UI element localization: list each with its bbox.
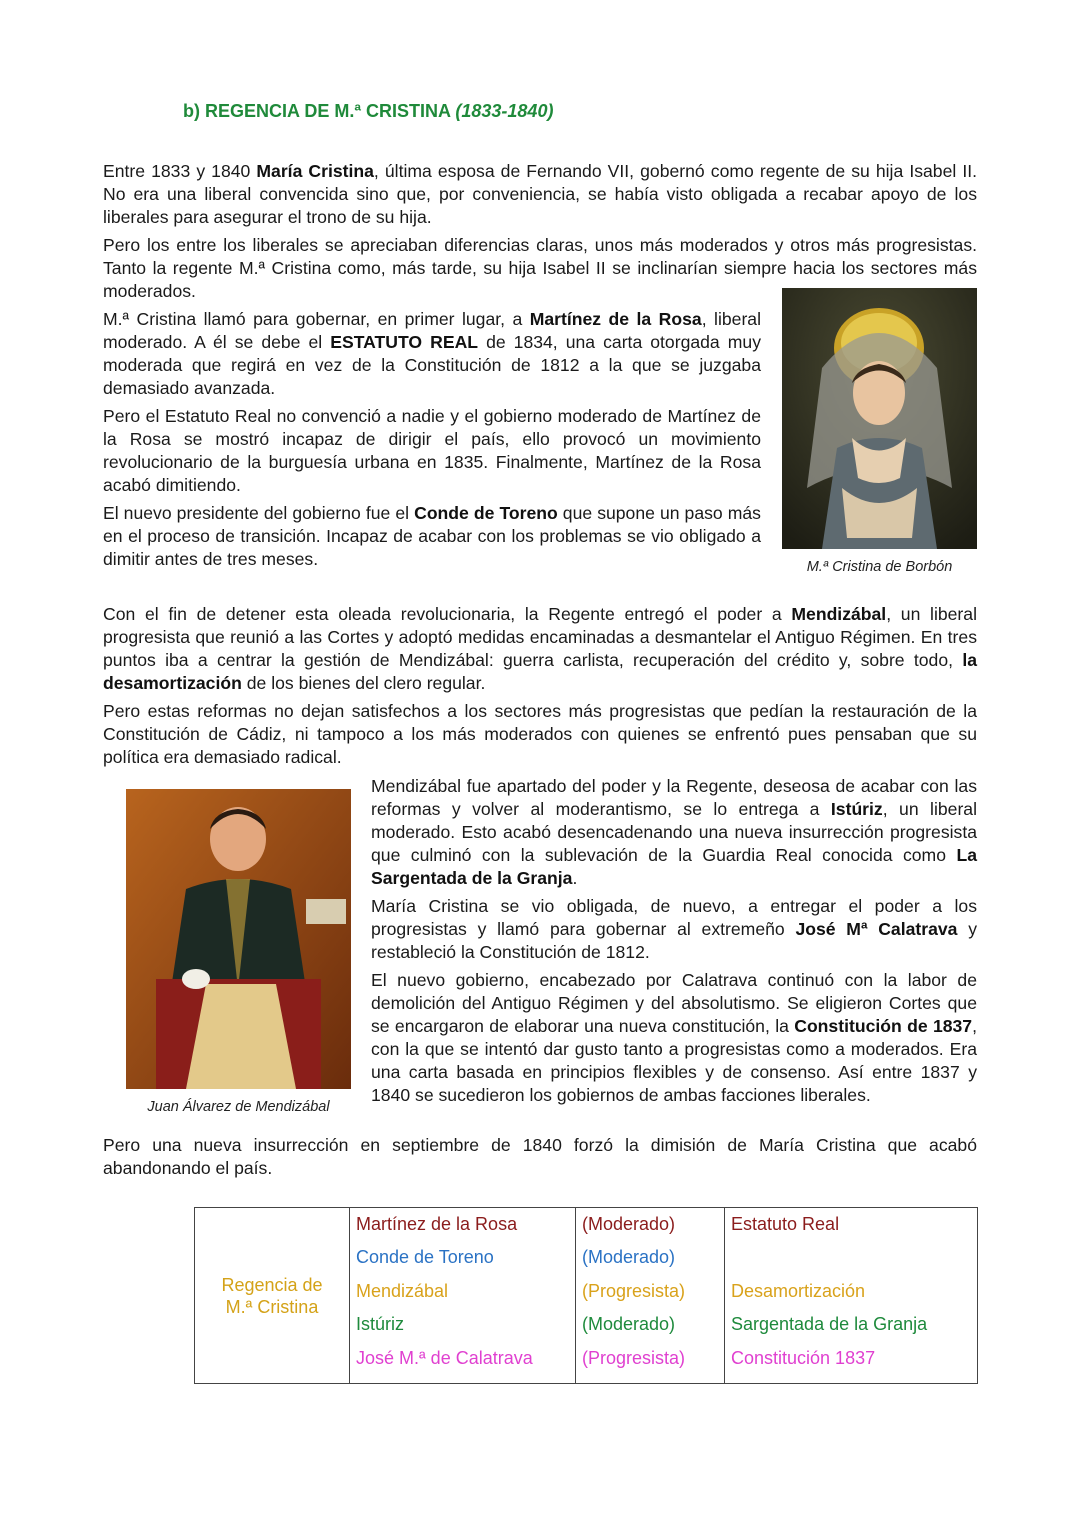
table-row-event: Desamortización bbox=[731, 1280, 866, 1301]
regency-line-1: Regencia de bbox=[221, 1274, 323, 1295]
paragraph-4: Pero el Estatuto Real no convenció a nadie y el gobierno moderado de Martínez de la Rosa se mostró incapaz de dirigir el país, ello provocó un movimiento revolucionario de la burguesía urbana en 1835. Finalmente, Martínez de la Rosa acabó dimitiendo. bbox=[103, 406, 761, 495]
paragraph-11: Pero una nueva insurrección en septiembre de 1840 forzó la dimisión de María Cristina que acabó abandonando el país. bbox=[103, 1135, 977, 1178]
paragraph-7: Pero estas reformas no dejan satisfechos a los sectores más progresistas que pedían la restauración de la Constitución de Cádiz, ni tampoco a los más moderados con quienes se enfrentó pues pensaban que su política era demasiado radical. bbox=[103, 701, 977, 767]
cristina-portrait-image bbox=[782, 288, 977, 549]
paragraph-3: M.ª Cristina llamó para gobernar, en primer lugar, a Martínez de la Rosa, liberal moderado. A él se debe el ESTATUTO REAL de 1834, una carta otorgada muy moderada que regirá en vez de la Constitución de 1812 a la que se juzgaba demasiado avanzada. bbox=[103, 309, 761, 398]
table-row-event bbox=[731, 1244, 977, 1277]
table-row-name: Conde de Toreno bbox=[356, 1247, 494, 1268]
paragraph-9: María Cristina se vio obligada, de nuevo, a entregar el poder a los progresistas y llamó para gobernar al extremeño José Mª Calatrava y restableció la Constitución de 1812. bbox=[371, 896, 978, 962]
intro-block bbox=[103, 160, 977, 308]
table-row-party: (Moderado) bbox=[582, 1214, 676, 1234]
paragraph-6: Con el fin de detener esta oleada revolucionaria, la Regente entregó el poder a Mendizábal, un liberal progresista que reunió a las Cortes y adoptó medidas encaminadas a desmantelar el Antiguo Régimen. En tres puntos iba a centrar la gestión de Mendizábal: guerra carlista, recuperación del crédito y, sobre todo, la desamortización de los bienes del clero regular. bbox=[103, 604, 977, 693]
table-row-name: Mendizábal bbox=[356, 1280, 449, 1301]
regency-line-2: M.ª Cristina bbox=[225, 1296, 319, 1317]
isturiz-block bbox=[371, 775, 977, 1112]
table-row-party: (Progresista) bbox=[582, 1347, 686, 1368]
section-title: REGENCIA DE M.ª CRISTINA bbox=[205, 101, 451, 121]
section-heading bbox=[183, 101, 553, 122]
mendizabal-portrait-image bbox=[126, 789, 351, 1089]
cristina-text-block bbox=[103, 308, 761, 576]
paragraph-1: Entre 1833 y 1840 María Cristina, última esposa de Fernando VII, gobernó como regente de su hija Isabel II. No era una liberal convencida sino que, por conveniencia, se había visto obligada a recabar apoyo de los liberales para asegurar el trono de su hija. bbox=[103, 161, 977, 227]
table-row-name: Martínez de la Rosa bbox=[356, 1214, 518, 1234]
closing-block bbox=[103, 1134, 977, 1185]
paragraph-5: El nuevo presidente del gobierno fue el Conde de Toreno que supone un paso más en el proceso de transición. Incapaz de acabar con los problemas se vio obligado a dimitir antes de tres meses. bbox=[103, 503, 761, 569]
section-years: (1833-1840) bbox=[455, 101, 554, 121]
summary-table bbox=[194, 1207, 978, 1384]
events-column bbox=[725, 1208, 978, 1384]
section-label: b) bbox=[183, 101, 200, 121]
table-row-party: (Moderado) bbox=[582, 1247, 676, 1268]
paragraph-8: Mendizábal fue apartado del poder y la Regente, deseosa de acabar con las reformas y volver al moderantismo, se lo entrega a Istúriz, un liberal moderado. Esto acabó desencadenando una nueva insurrección progresista que culminó con la sublevación de la Guardia Real conocida como La Sargentada de la Granja. bbox=[371, 776, 977, 888]
parties-column bbox=[576, 1208, 725, 1384]
paragraph-2: Pero los entre los liberales se apreciaban diferencias claras, unos más moderados y otros más progresistas. Tanto la regente M.ª Cristina como, más tarde, su hija Isabel II se inclinarían siempre hacia los sectores más moderados. bbox=[103, 235, 977, 301]
table-row-party: (Moderado) bbox=[582, 1314, 676, 1335]
names-column bbox=[350, 1208, 576, 1384]
table-row-party: (Progresista) bbox=[582, 1280, 686, 1301]
mendizabal-caption: Juan Álvarez de Mendizábal bbox=[147, 1099, 330, 1115]
table-row-event: Sargentada de la Granja bbox=[731, 1314, 928, 1335]
cristina-portrait bbox=[782, 288, 977, 549]
regency-cell bbox=[195, 1208, 350, 1384]
cristina-caption: M.ª Cristina de Borbón bbox=[806, 559, 953, 575]
table-row-event: Constitución 1837 bbox=[731, 1347, 876, 1368]
paragraph-10: El nuevo gobierno, encabezado por Calatrava continuó con la labor de demolición del Antiguo Régimen y del absolutismo. Se eligieron Cortes que se encargaron de elaborar una nueva constitución, la Constitución de 1837, con la que se intentó dar gusto tanto a progresistas como a moderados. Era una carta basada en principios flexibles y de consenso. Así entre 1837 y 1840 se sucedieron los gobiernos de ambas facciones liberales. bbox=[371, 970, 977, 1105]
table-row-event: Estatuto Real bbox=[731, 1214, 840, 1234]
mendizabal-portrait bbox=[126, 789, 351, 1089]
table-row-name: Istúriz bbox=[356, 1314, 405, 1335]
table-row-name: José M.ª de Calatrava bbox=[356, 1347, 533, 1368]
mendizabal-block bbox=[103, 603, 977, 774]
